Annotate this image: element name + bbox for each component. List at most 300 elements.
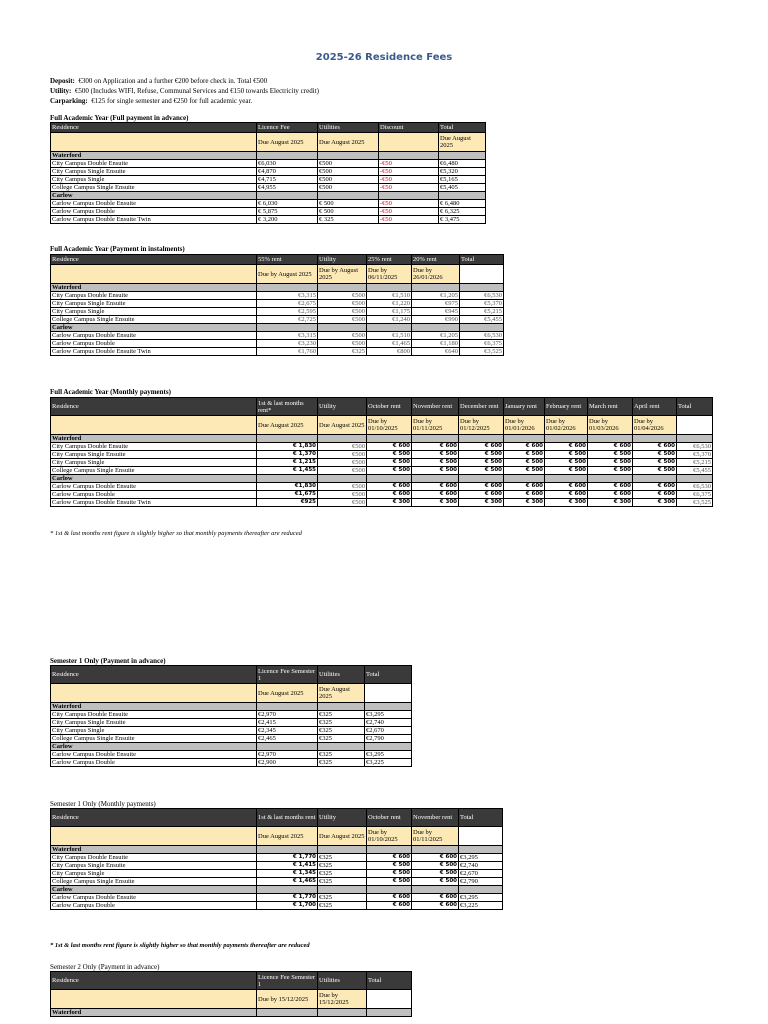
due-date-cell: Due August 2025 bbox=[257, 416, 318, 435]
fee-cell: € 500 bbox=[367, 459, 412, 467]
group-empty-cell bbox=[412, 284, 460, 292]
fee-cell: €6,030 bbox=[257, 160, 318, 168]
fee-cell: €640 bbox=[412, 348, 460, 356]
campus-group-label: Carlow bbox=[51, 475, 257, 483]
group-empty-cell bbox=[318, 886, 367, 894]
residence-name-cell: Carlow Campus Double bbox=[51, 208, 257, 216]
fee-cell: €1,205 bbox=[412, 292, 460, 300]
column-header: Total bbox=[460, 255, 504, 265]
due-date-cell: Due August 2025 bbox=[439, 133, 486, 152]
fee-cell: €3,315 bbox=[257, 332, 318, 340]
table-row bbox=[51, 491, 713, 499]
fee-cell: €1,220 bbox=[367, 300, 412, 308]
fee-cell: € 1,770 bbox=[257, 894, 318, 902]
fee-cell: € 600 bbox=[367, 902, 412, 910]
column-header: 1st & last months rent bbox=[257, 809, 318, 827]
residence-name-cell: City Campus Single bbox=[51, 459, 257, 467]
fee-cell: €500 bbox=[318, 443, 367, 451]
fee-cell: €325 bbox=[318, 854, 367, 862]
table-row bbox=[51, 184, 486, 192]
fee-cell: € 600 bbox=[633, 483, 677, 491]
fee-cell: €2,465 bbox=[257, 735, 318, 743]
fee-cell: € 6,030 bbox=[257, 200, 318, 208]
fee-cell: €6,530 bbox=[677, 443, 713, 451]
fee-cell: €2,790 bbox=[459, 878, 503, 886]
group-empty-cell bbox=[367, 1009, 412, 1017]
fee-cell: €1,760 bbox=[257, 348, 318, 356]
fee-cell: €1,510 bbox=[367, 332, 412, 340]
column-header: October rent bbox=[367, 809, 412, 827]
fee-cell: € 6,325 bbox=[439, 208, 486, 216]
t1-heading: Full Academic Year (Full payment in advance) bbox=[50, 114, 189, 122]
fee-cell: €5,405 bbox=[439, 184, 486, 192]
campus-group-label: Waterford bbox=[51, 846, 257, 854]
table-row bbox=[51, 711, 412, 719]
table-row bbox=[51, 894, 503, 902]
group-empty-cell bbox=[318, 743, 365, 751]
fee-cell: €500 bbox=[318, 332, 367, 340]
fee-cell: €3,295 bbox=[365, 711, 412, 719]
fee-cell: €325 bbox=[318, 902, 367, 910]
group-empty-cell bbox=[412, 435, 459, 443]
due-date-cell bbox=[51, 990, 257, 1009]
column-header: Utilities bbox=[318, 123, 379, 133]
table-row bbox=[51, 878, 503, 886]
group-empty-cell bbox=[257, 703, 318, 711]
fee-cell: €6,375 bbox=[460, 340, 504, 348]
due-date-cell: Due by 01/10/2025 bbox=[367, 827, 412, 846]
fee-cell: €3,230 bbox=[257, 340, 318, 348]
t5-heading: Semester 1 Only (Monthly payments) bbox=[50, 800, 156, 808]
fee-cell: €5,215 bbox=[460, 308, 504, 316]
fee-cell: € 500 bbox=[412, 451, 459, 459]
fee-cell: €2,740 bbox=[365, 719, 412, 727]
fee-cell: € 500 bbox=[318, 208, 379, 216]
fee-cell: € 500 bbox=[633, 451, 677, 459]
fee-cell: € 500 bbox=[318, 200, 379, 208]
fee-cell: € 1,455 bbox=[257, 467, 318, 475]
fee-cell: €6,530 bbox=[460, 332, 504, 340]
fee-cell: € 300 bbox=[367, 499, 412, 507]
residence-name-cell: Carlow Campus Double Ensuite bbox=[51, 483, 257, 491]
fee-cell: € 500 bbox=[459, 459, 504, 467]
fee-cell: € 500 bbox=[633, 467, 677, 475]
column-header: February rent bbox=[545, 398, 588, 416]
column-header: Residence bbox=[51, 972, 257, 990]
fee-cell: € 1,700 bbox=[257, 902, 318, 910]
column-header: March rent bbox=[588, 398, 633, 416]
group-empty-cell bbox=[257, 475, 318, 483]
due-date-cell bbox=[459, 827, 503, 846]
semester2-advance-table bbox=[50, 971, 412, 1017]
fee-cell: € 500 bbox=[633, 459, 677, 467]
residence-name-cell: College Campus Single Ensuite bbox=[51, 316, 257, 324]
residence-name-cell: Carlow Campus Double bbox=[51, 340, 257, 348]
group-empty-cell bbox=[545, 435, 588, 443]
residence-name-cell: City Campus Double Ensuite bbox=[51, 292, 257, 300]
column-header: April rent bbox=[633, 398, 677, 416]
table-row bbox=[51, 308, 504, 316]
column-header: November rent bbox=[412, 809, 459, 827]
fee-cell: € 500 bbox=[588, 451, 633, 459]
fee-cell: € 1,465 bbox=[257, 878, 318, 886]
group-empty-cell bbox=[367, 324, 412, 332]
group-empty-cell bbox=[318, 284, 367, 292]
fee-cell: €500 bbox=[318, 176, 379, 184]
campus-group-row bbox=[51, 324, 504, 332]
fee-cell: €1,830 bbox=[257, 483, 318, 491]
fee-cell: €945 bbox=[412, 308, 460, 316]
fee-cell: €325 bbox=[318, 862, 367, 870]
group-empty-cell bbox=[439, 192, 486, 200]
column-header: Total bbox=[365, 666, 412, 684]
fee-cell: €1,465 bbox=[367, 340, 412, 348]
campus-group-row bbox=[51, 846, 503, 854]
fee-cell: €3,525 bbox=[677, 499, 713, 507]
table-row bbox=[51, 208, 486, 216]
due-date-cell bbox=[51, 684, 257, 703]
fee-cell: € 500 bbox=[412, 878, 459, 886]
fee-cell: €3,225 bbox=[365, 759, 412, 767]
fee-cell: €500 bbox=[318, 451, 367, 459]
group-empty-cell bbox=[633, 435, 677, 443]
table-row bbox=[51, 759, 412, 767]
fee-cell: € 600 bbox=[367, 443, 412, 451]
fee-cell: €6,480 bbox=[439, 160, 486, 168]
table-row bbox=[51, 870, 503, 878]
table-row bbox=[51, 451, 713, 459]
campus-group-row bbox=[51, 886, 503, 894]
fee-cell: € 3,475 bbox=[439, 216, 486, 224]
fee-cell: -€50 bbox=[379, 176, 439, 184]
group-empty-cell bbox=[677, 475, 713, 483]
residence-name-cell: City Campus Double Ensuite bbox=[51, 854, 257, 862]
table-row bbox=[51, 216, 486, 224]
group-empty-cell bbox=[545, 475, 588, 483]
residence-name-cell: City Campus Single Ensuite bbox=[51, 451, 257, 459]
full-year-monthly-table bbox=[50, 397, 713, 507]
due-date-cell bbox=[51, 416, 257, 435]
fee-cell: €2,345 bbox=[257, 727, 318, 735]
group-empty-cell bbox=[318, 1009, 367, 1017]
page-title: 2025-26 Residence Fees bbox=[315, 52, 453, 63]
fee-cell: € 600 bbox=[412, 443, 459, 451]
campus-group-row bbox=[51, 435, 713, 443]
residence-name-cell: City Campus Single Ensuite bbox=[51, 862, 257, 870]
full-year-advance-table bbox=[50, 122, 486, 224]
fee-cell: € 5,875 bbox=[257, 208, 318, 216]
fee-cell: €6,530 bbox=[460, 292, 504, 300]
group-empty-cell bbox=[257, 152, 318, 160]
residence-name-cell: City Campus Single Ensuite bbox=[51, 300, 257, 308]
fee-cell: €3,225 bbox=[459, 902, 503, 910]
group-empty-cell bbox=[677, 435, 713, 443]
fee-cell: € 600 bbox=[545, 491, 588, 499]
due-date-cell bbox=[51, 827, 257, 846]
fee-cell: €975 bbox=[412, 300, 460, 308]
fee-cell: €3,295 bbox=[459, 854, 503, 862]
table-row bbox=[51, 160, 486, 168]
group-empty-cell bbox=[318, 152, 379, 160]
fee-cell: €990 bbox=[412, 316, 460, 324]
due-date-cell: Due August 2025 bbox=[257, 133, 318, 152]
due-date-cell: Due August 2025 bbox=[257, 827, 318, 846]
t4-heading: Semester 1 Only (Payment in advance) bbox=[50, 657, 166, 665]
residence-name-cell: City Campus Single bbox=[51, 308, 257, 316]
group-empty-cell bbox=[460, 324, 504, 332]
fee-cell: € 500 bbox=[367, 862, 412, 870]
fee-cell: € 600 bbox=[459, 483, 504, 491]
column-header: October rent bbox=[367, 398, 412, 416]
fee-cell: €2,725 bbox=[257, 316, 318, 324]
group-empty-cell bbox=[257, 324, 318, 332]
residence-name-cell: College Campus Single Ensuite bbox=[51, 878, 257, 886]
group-empty-cell bbox=[365, 743, 412, 751]
fee-cell: € 1,415 bbox=[257, 862, 318, 870]
fee-cell: € 500 bbox=[367, 878, 412, 886]
fee-cell: €5,455 bbox=[677, 467, 713, 475]
due-date-cell: Due by 01/11/2025 bbox=[412, 827, 459, 846]
group-empty-cell bbox=[379, 192, 439, 200]
fee-cell: €2,670 bbox=[365, 727, 412, 735]
campus-group-row bbox=[51, 475, 713, 483]
due-date-cell: Due by 15/12/2025 bbox=[257, 990, 318, 1009]
fee-cell: €3,295 bbox=[365, 751, 412, 759]
column-header: 1st & last months rent* bbox=[257, 398, 318, 416]
fee-cell: € 600 bbox=[633, 443, 677, 451]
residence-name-cell: City Campus Double Ensuite bbox=[51, 443, 257, 451]
residence-name-cell: Carlow Campus Double Ensuite bbox=[51, 751, 257, 759]
group-empty-cell bbox=[379, 152, 439, 160]
fee-cell: -€50 bbox=[379, 184, 439, 192]
column-header: Licence Fee Semester 1 bbox=[257, 666, 318, 684]
table-header-row bbox=[51, 972, 412, 990]
table-row bbox=[51, 719, 412, 727]
fee-cell: -€50 bbox=[379, 168, 439, 176]
t2-heading: Full Academic Year (Payment in instalments) bbox=[50, 245, 185, 253]
fee-cell: €1,180 bbox=[412, 340, 460, 348]
group-empty-cell bbox=[412, 324, 460, 332]
group-empty-cell bbox=[459, 435, 504, 443]
due-date-cell bbox=[51, 133, 257, 152]
fee-cell: €2,900 bbox=[257, 759, 318, 767]
fee-cell: € 600 bbox=[412, 483, 459, 491]
group-empty-cell bbox=[367, 435, 412, 443]
fee-cell: € 600 bbox=[459, 491, 504, 499]
fee-cell: € 500 bbox=[504, 459, 545, 467]
fee-cell: €500 bbox=[318, 300, 367, 308]
deposit-line: Deposit: €300 on Application and a further €200 before check in. Total €500 bbox=[50, 77, 268, 85]
residence-name-cell: City Campus Double Ensuite bbox=[51, 160, 257, 168]
carparking-line: Carparking: €125 for single semester and €250 for full academic year. bbox=[50, 97, 253, 105]
fee-cell: € 600 bbox=[588, 483, 633, 491]
table-row bbox=[51, 483, 713, 491]
fee-cell: €500 bbox=[318, 467, 367, 475]
due-date-cell: Due by 01/02/2026 bbox=[545, 416, 588, 435]
campus-group-label: Waterford bbox=[51, 703, 257, 711]
semester1-advance-table bbox=[50, 665, 412, 767]
fee-cell: € 300 bbox=[459, 499, 504, 507]
column-header: Utility bbox=[318, 255, 367, 265]
fee-info-block bbox=[50, 76, 319, 106]
table-row bbox=[51, 348, 504, 356]
t3-heading: Full Academic Year (Monthly payments) bbox=[50, 388, 171, 396]
fee-cell: € 300 bbox=[588, 499, 633, 507]
residence-name-cell: Carlow Campus Double Ensuite Twin bbox=[51, 499, 257, 507]
residence-name-cell: College Campus Single Ensuite bbox=[51, 467, 257, 475]
campus-group-label: Carlow bbox=[51, 192, 257, 200]
table-row bbox=[51, 902, 503, 910]
group-empty-cell bbox=[257, 743, 318, 751]
fee-cell: €4,870 bbox=[257, 168, 318, 176]
fee-cell: € 1,345 bbox=[257, 870, 318, 878]
fee-cell: € 600 bbox=[588, 491, 633, 499]
fee-cell: € 500 bbox=[412, 467, 459, 475]
table-row bbox=[51, 176, 486, 184]
fee-cell: €500 bbox=[318, 340, 367, 348]
fee-cell: €2,740 bbox=[459, 862, 503, 870]
group-empty-cell bbox=[318, 435, 367, 443]
fee-cell: € 600 bbox=[367, 483, 412, 491]
fee-cell: €500 bbox=[318, 292, 367, 300]
group-empty-cell bbox=[367, 284, 412, 292]
column-header: 25% rent bbox=[367, 255, 412, 265]
fee-cell: €500 bbox=[318, 160, 379, 168]
fee-cell: €2,595 bbox=[257, 308, 318, 316]
group-empty-cell bbox=[460, 284, 504, 292]
residence-name-cell: City Campus Double Ensuite bbox=[51, 711, 257, 719]
column-header: Utilities bbox=[318, 972, 367, 990]
due-date-cell: Due August 2025 bbox=[318, 416, 367, 435]
fee-cell: €325 bbox=[318, 735, 365, 743]
fee-cell: €2,415 bbox=[257, 719, 318, 727]
fee-cell: € 300 bbox=[633, 499, 677, 507]
residence-name-cell: Carlow Campus Double Ensuite bbox=[51, 894, 257, 902]
table-row bbox=[51, 168, 486, 176]
fee-cell: € 500 bbox=[412, 459, 459, 467]
due-date-cell bbox=[367, 990, 412, 1009]
fee-cell: €2,675 bbox=[257, 300, 318, 308]
fee-cell: €3,525 bbox=[460, 348, 504, 356]
residence-name-cell: Carlow Campus Double Ensuite bbox=[51, 332, 257, 340]
fee-cell: € 600 bbox=[545, 443, 588, 451]
fee-cell: €2,790 bbox=[365, 735, 412, 743]
fee-cell: € 600 bbox=[588, 443, 633, 451]
fee-cell: -€50 bbox=[379, 208, 439, 216]
due-date-row bbox=[51, 133, 486, 152]
fee-cell: € 500 bbox=[588, 467, 633, 475]
column-header: Licence Fee bbox=[257, 123, 318, 133]
due-date-cell: Due by August 2025 bbox=[257, 265, 318, 284]
due-date-cell bbox=[460, 265, 504, 284]
group-empty-cell bbox=[318, 846, 367, 854]
table-row bbox=[51, 332, 504, 340]
due-date-row bbox=[51, 827, 503, 846]
column-header: Total bbox=[367, 972, 412, 990]
table-row bbox=[51, 443, 713, 451]
due-date-cell: Due by 01/01/2026 bbox=[504, 416, 545, 435]
fee-cell: €325 bbox=[318, 894, 367, 902]
column-header: 20% rent bbox=[412, 255, 460, 265]
column-header: Discount bbox=[379, 123, 439, 133]
fee-cell: €500 bbox=[318, 459, 367, 467]
fee-cell: €925 bbox=[257, 499, 318, 507]
column-header: December rent bbox=[459, 398, 504, 416]
due-date-row bbox=[51, 684, 412, 703]
column-header: Residence bbox=[51, 123, 257, 133]
fee-cell: €1,205 bbox=[412, 332, 460, 340]
fee-cell: €5,215 bbox=[677, 459, 713, 467]
due-date-cell: Due by 15/12/2025 bbox=[318, 990, 367, 1009]
column-header: Total bbox=[459, 809, 503, 827]
due-date-cell: Due by 01/03/2026 bbox=[588, 416, 633, 435]
due-date-cell: Due by 01/10/2025 bbox=[367, 416, 412, 435]
fee-cell: € 500 bbox=[367, 451, 412, 459]
fee-cell: € 500 bbox=[412, 862, 459, 870]
fee-cell: €325 bbox=[318, 870, 367, 878]
due-date-row bbox=[51, 416, 713, 435]
group-empty-cell bbox=[257, 886, 318, 894]
table-row bbox=[51, 459, 713, 467]
group-empty-cell bbox=[633, 475, 677, 483]
fee-cell: € 600 bbox=[504, 443, 545, 451]
campus-group-row bbox=[51, 192, 486, 200]
group-empty-cell bbox=[412, 475, 459, 483]
table-row bbox=[51, 340, 504, 348]
fee-cell: € 500 bbox=[545, 459, 588, 467]
due-date-row bbox=[51, 990, 412, 1009]
fee-cell: € 600 bbox=[367, 894, 412, 902]
table-row bbox=[51, 862, 503, 870]
fee-cell: €325 bbox=[318, 719, 365, 727]
fee-cell: € 600 bbox=[545, 483, 588, 491]
fee-cell: €325 bbox=[318, 878, 367, 886]
due-date-cell: Due by 01/04/2026 bbox=[633, 416, 677, 435]
fee-cell: €1,675 bbox=[257, 491, 318, 499]
campus-group-row bbox=[51, 703, 412, 711]
full-year-instalments-table bbox=[50, 254, 504, 356]
residence-name-cell: Carlow Campus Double Ensuite bbox=[51, 200, 257, 208]
group-empty-cell bbox=[257, 1009, 318, 1017]
column-header: Residence bbox=[51, 255, 257, 265]
fee-cell: €1,175 bbox=[367, 308, 412, 316]
column-header: Licence Fee Semester 1 bbox=[257, 972, 318, 990]
table-header-row bbox=[51, 666, 412, 684]
table-row bbox=[51, 727, 412, 735]
campus-group-label: Waterford bbox=[51, 152, 257, 160]
group-empty-cell bbox=[459, 846, 503, 854]
group-empty-cell bbox=[318, 192, 379, 200]
fee-cell: € 500 bbox=[459, 467, 504, 475]
fee-cell: € 1,770 bbox=[257, 854, 318, 862]
fee-cell: € 500 bbox=[504, 467, 545, 475]
campus-group-label: Waterford bbox=[51, 435, 257, 443]
fee-cell: € 600 bbox=[412, 902, 459, 910]
group-empty-cell bbox=[459, 475, 504, 483]
fee-cell: €325 bbox=[318, 759, 365, 767]
group-empty-cell bbox=[257, 284, 318, 292]
table-row bbox=[51, 854, 503, 862]
residence-name-cell: Carlow Campus Double Ensuite Twin bbox=[51, 348, 257, 356]
fee-cell: €325 bbox=[318, 751, 365, 759]
campus-group-row bbox=[51, 284, 504, 292]
column-header: Total bbox=[439, 123, 486, 133]
campus-group-label: Carlow bbox=[51, 886, 257, 894]
residence-name-cell: Carlow Campus Double bbox=[51, 902, 257, 910]
fee-cell: € 600 bbox=[412, 894, 459, 902]
fee-cell: €4,715 bbox=[257, 176, 318, 184]
group-empty-cell bbox=[588, 475, 633, 483]
